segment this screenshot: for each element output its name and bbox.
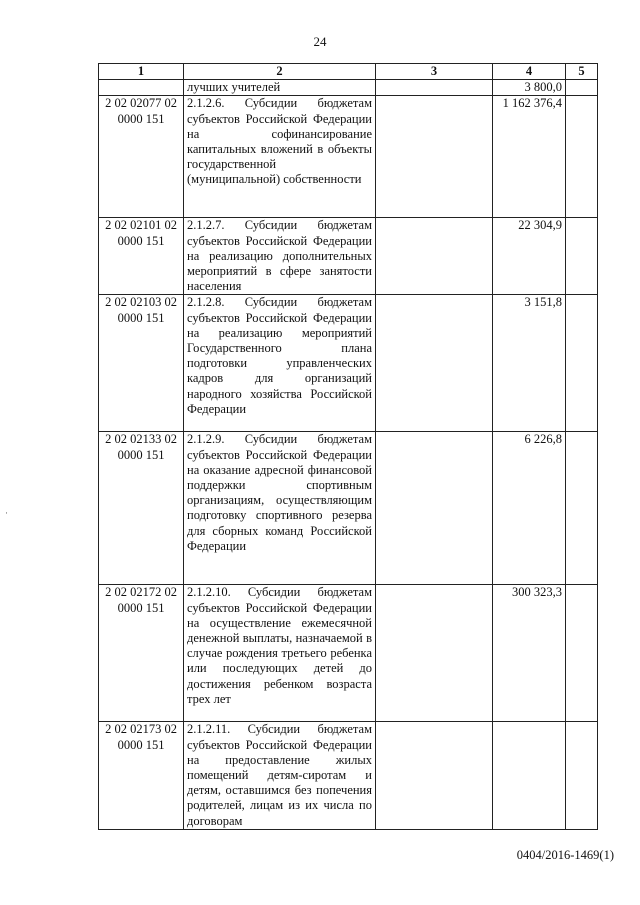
row-description: 2.1.2.9. Субсидии бюджетам субъектов Российской Федерации на оказание адресной финансовой поддержки спортивным организациям, осуществляющим подготовку спортивного резерва для сборных команд Российской Федерации xyxy=(184,432,376,585)
column-5-cell xyxy=(566,722,598,829)
column-header-1: 1 xyxy=(99,64,184,80)
column-3-cell xyxy=(376,96,493,218)
table-row xyxy=(99,96,598,218)
budget-revenue-table xyxy=(98,63,598,830)
budget-code: 2 02 02133 02 0000 151 xyxy=(99,432,184,585)
amount-cell xyxy=(493,722,566,829)
amount-cell xyxy=(493,585,566,722)
table-header-row xyxy=(99,64,598,80)
row-description: лучших учителей xyxy=(184,80,376,96)
amount-cell xyxy=(493,295,566,432)
table-row xyxy=(99,80,598,96)
table-row xyxy=(99,295,598,432)
row-description: 2.1.2.7. Субсидии бюджетам субъектов Российской Федерации на реализацию дополнительных мероприятий в сфере занятости населения xyxy=(184,218,376,295)
column-header-5: 5 xyxy=(566,64,598,80)
row-description: 2.1.2.8. Субсидии бюджетам субъектов Российской Федерации на реализацию мероприятий Государственного плана подготовки управленческих кадров для организаций народного хозяйства Российской Федерации xyxy=(184,295,376,432)
column-5-cell xyxy=(566,80,598,96)
column-5-cell xyxy=(566,218,598,295)
column-header-4: 4 xyxy=(493,64,566,80)
column-3-cell xyxy=(376,585,493,722)
budget-code: 2 02 02077 02 0000 151 xyxy=(99,96,184,218)
row-description: 2.1.2.11. Субсидии бюджетам субъектов Российской Федерации на предоставление жилых помещений детям-сиротам и детям, оставшимся без попечения родителей, лицам из их числа по договорам xyxy=(184,722,376,829)
budget-code: 2 02 02173 02 0000 151 xyxy=(99,722,184,829)
amount-cell xyxy=(493,96,566,218)
budget-code: 2 02 02103 02 0000 151 xyxy=(99,295,184,432)
column-header-2: 2 xyxy=(184,64,376,80)
amount-value: 3 800,0 xyxy=(524,80,562,95)
column-5-cell xyxy=(566,585,598,722)
amount-cell xyxy=(493,80,566,96)
amount-value: 1 162 376,4 xyxy=(502,96,562,111)
amount-cell xyxy=(493,432,566,585)
amount-value: 3 151,8 xyxy=(524,295,562,310)
amount-value: 300 323,3 xyxy=(512,585,562,600)
table-row xyxy=(99,722,598,829)
column-header-3: 3 xyxy=(376,64,493,80)
column-3-cell xyxy=(376,432,493,585)
column-5-cell xyxy=(566,432,598,585)
budget-code: 2 02 02101 02 0000 151 xyxy=(99,218,184,295)
column-3-cell xyxy=(376,80,493,96)
table-row xyxy=(99,218,598,295)
page-number: 24 xyxy=(313,34,327,49)
document-footer-code: 0404/2016-1469(1) xyxy=(516,848,614,862)
budget-code xyxy=(99,80,184,96)
amount-value: 6 226,8 xyxy=(524,432,562,447)
table-row xyxy=(99,432,598,585)
amount-value: 22 304,9 xyxy=(518,218,562,233)
column-3-cell xyxy=(376,722,493,829)
column-5-cell xyxy=(566,295,598,432)
budget-code: 2 02 02172 02 0000 151 xyxy=(99,585,184,722)
column-3-cell xyxy=(376,218,493,295)
row-description: 2.1.2.10. Субсидии бюджетам субъектов Российской Федерации на осуществление ежемесячной денежной выплаты, назначаемой в случае рождения третьего ребенка или последующих детей до достижения ребенком возраста трех лет xyxy=(184,585,376,722)
scan-margin-dot: · xyxy=(5,508,8,518)
row-description: 2.1.2.6. Субсидии бюджетам субъектов Российской Федерации на софинансирование капитальных вложений в объекты государственной (муниципальной) собственности xyxy=(184,96,376,218)
table-row xyxy=(99,585,598,722)
amount-cell xyxy=(493,218,566,295)
column-5-cell xyxy=(566,96,598,218)
column-3-cell xyxy=(376,295,493,432)
